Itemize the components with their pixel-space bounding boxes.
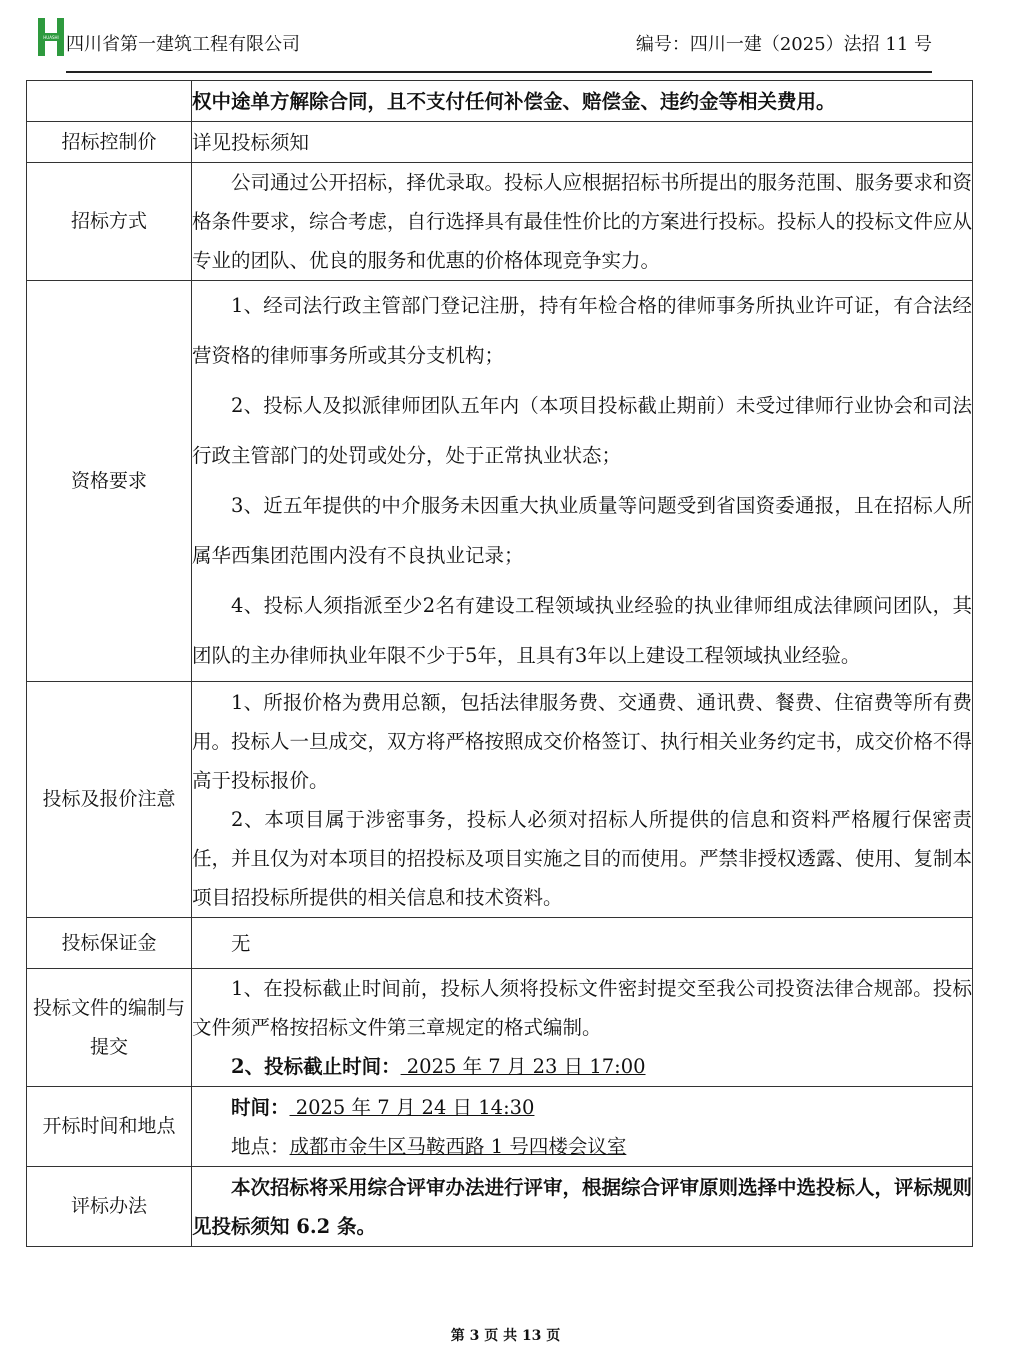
bid-info-table (26, 80, 973, 1247)
page-header (38, 18, 932, 64)
notes-item: 2、本项目属于涉密事务，投标人必须对招标人所提供的信息和资料严格履行保密责任，并且仅为对本项目的招投标及项目实施之目的而使用。严禁非授权透露、使用、复制本项目招投标所提供的相关信息和技术资料。 (192, 807, 973, 909)
deadline-label: 2、投标截止时间： (231, 1055, 401, 1078)
row-content (192, 1167, 973, 1247)
table-row (27, 1167, 973, 1247)
document-number: 编号：四川一建（2025）法招 11 号 (635, 34, 932, 55)
logo-text: HUASHI (43, 35, 59, 40)
table-row (27, 81, 973, 122)
opening-place-label: 地点： (231, 1134, 290, 1158)
table-row (27, 1087, 973, 1167)
company-logo-icon (38, 18, 64, 56)
method-text: 公司通过公开招标，择优录取。投标人应根据招标书所提出的服务范围、服务要求和资格条件要求，综合考虑，自行选择具有最佳性价比的方案进行投标。投标人的投标文件应从专业的团队、优良的服务和优惠的价格体现竞争实力。 (192, 171, 973, 272)
row-label: 资格要求 (27, 281, 192, 682)
row-label: 评标办法 (27, 1167, 192, 1247)
company-name: 四川省第一建筑工程有限公司 (66, 34, 300, 55)
row-label: 投标文件的编制与提交 (27, 969, 192, 1087)
table-row (27, 969, 973, 1087)
opening-time-value: 2025 年 7 月 24 日 14:30 (289, 1095, 535, 1119)
qualification-item: 3、近五年提供的中介服务未因重大执业质量等问题受到省国资委通报，且在招标人所属华西集团范围内没有不良执业记录； (192, 494, 972, 567)
row-content (192, 969, 973, 1087)
table-row (27, 281, 973, 682)
row-label: 投标保证金 (27, 918, 192, 969)
row-content (192, 918, 973, 969)
deadline-line (192, 1047, 972, 1086)
notes-item: 1、所报价格为费用总额，包括法律服务费、交通费、通讯费、餐费、住宿费等所有费用。投标人一旦成交，双方将严格按照成交价格签订、执行相关业务约定书，成交价格不得高于投标报价。 (192, 690, 973, 792)
row-label: 招标控制价 (27, 122, 192, 163)
table-row (27, 163, 973, 281)
qualification-item: 2、投标人及拟派律师团队五年内（本项目投标截止期前）未受过律师行业协会和司法行政主管部门的处罚或处分，处于正常执业状态； (192, 394, 972, 467)
row-label: 招标方式 (27, 163, 192, 281)
page-number: 第 3 页 共 13 页 (450, 1328, 561, 1344)
qualification-item: 1、经司法行政主管部门登记注册，持有年检合格的律师事务所执业许可证，有合法经营资格的律师事务所或其分支机构； (192, 294, 972, 367)
row-content (192, 163, 973, 281)
table-row (27, 918, 973, 969)
row-content (192, 682, 973, 918)
row-content (192, 122, 973, 163)
row-content (192, 281, 973, 682)
evaluation-text: 本次招标将采用综合评审办法进行评审，根据综合评审原则选择中选投标人，评标规则见投标须知 6.2 条。 (192, 1175, 973, 1238)
header-divider (66, 71, 932, 73)
row-content (192, 1087, 973, 1167)
opening-time-label: 时间： (231, 1095, 290, 1119)
row-label: 投标及报价注意 (27, 682, 192, 918)
qualification-item: 4、投标人须指派至少2名有建设工程领域执业经验的执业律师组成法律顾问团队，其团队的主办律师执业年限不少于5年，且具有3年以上建设工程领域执业经验。 (192, 594, 972, 667)
opening-time-line (192, 1088, 972, 1127)
table-row (27, 122, 973, 163)
opening-place-value: 成都市金牛区马鞍西路 1 号四楼会议室 (289, 1134, 627, 1158)
continued-text: 权中途单方解除合同，且不支付任何补偿金、赔偿金、违约金等相关费用。 (192, 89, 836, 113)
submission-text: 1、在投标截止时间前，投标人须将投标文件密封提交至我公司投资法律合规部。投标文件须严格按招标文件第三章规定的格式编制。 (192, 977, 972, 1039)
row-label: 开标时间和地点 (27, 1087, 192, 1167)
deposit-text: 无 (231, 931, 251, 955)
deadline-value: 2025 年 7 月 23 日 17:00 (400, 1055, 646, 1078)
table-row (27, 682, 973, 918)
control-price-text: 详见投标须知 (192, 130, 310, 154)
row-content (192, 81, 973, 122)
row-label (27, 81, 192, 122)
opening-place-line (192, 1127, 972, 1166)
